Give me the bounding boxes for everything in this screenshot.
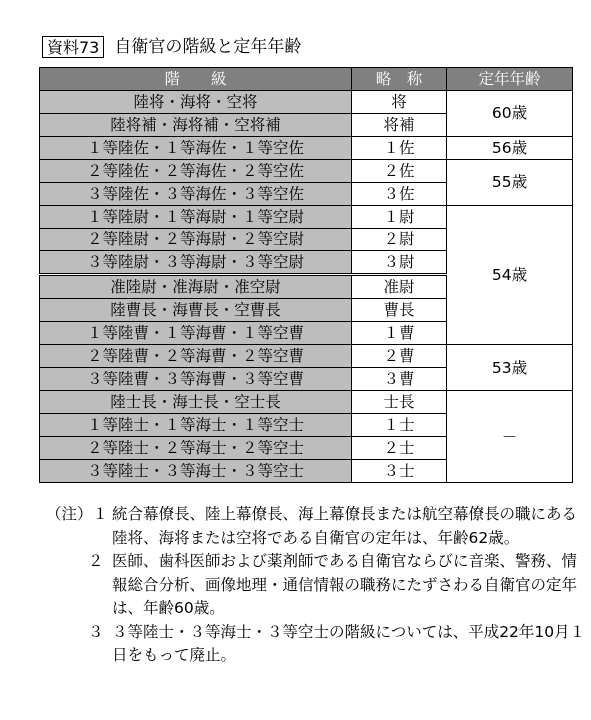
rank-cell: ２等陸士・２等海士・２等空士 <box>40 437 352 460</box>
header-abbreviation: 略 称 <box>352 68 447 91</box>
abbr-cell: ２佐 <box>352 159 447 182</box>
abbr-cell: １佐 <box>352 136 447 159</box>
header-rank: 階 級 <box>40 68 352 91</box>
rank-cell: ３等陸尉・３等海尉・３等空尉 <box>40 251 352 275</box>
rank-cell: 陸曹長・海曹長・空曹長 <box>40 299 352 322</box>
note-text: 医師、歯科医師および薬剤師である自衛官ならびに音楽、警務、情報総合分析、画像地理・通信情報の職務にたずさわる自衛官の定年は、年齢60歳。 <box>112 552 578 617</box>
header-retirement-age: 定年年齢 <box>447 68 573 91</box>
note-item <box>46 550 586 621</box>
note-item <box>46 621 586 668</box>
abbr-cell: ２尉 <box>352 228 447 251</box>
rank-cell: 陸将補・海将補・空将補 <box>40 113 352 136</box>
rank-cell: ３等陸士・３等海士・３等空士 <box>40 459 352 482</box>
rank-cell: １等陸曹・１等海曹・１等空曹 <box>40 322 352 345</box>
abbr-cell: 准尉 <box>352 275 447 299</box>
abbr-cell: １士 <box>352 414 447 437</box>
abbr-cell: ３佐 <box>352 182 447 205</box>
page-title: 自衛官の階級と定年年齢 <box>114 37 302 57</box>
table-row <box>40 205 573 228</box>
abbr-cell: ２曹 <box>352 345 447 368</box>
age-cell: 60歳 <box>447 91 573 137</box>
abbr-cell: ３尉 <box>352 251 447 275</box>
table-row <box>40 391 573 414</box>
table-row <box>40 159 573 182</box>
rank-cell: 陸将・海将・空将 <box>40 91 352 114</box>
table-row <box>40 91 573 114</box>
rank-cell: １等陸尉・１等海尉・１等空尉 <box>40 205 352 228</box>
rank-retirement-table <box>39 67 573 483</box>
abbr-cell: ３曹 <box>352 368 447 391</box>
abbr-cell: ３士 <box>352 459 447 482</box>
age-cell: 54歳 <box>447 205 573 345</box>
rank-cell: ２等陸曹・２等海曹・２等空曹 <box>40 345 352 368</box>
table-row <box>40 345 573 368</box>
rank-cell: ３等陸佐・３等海佐・３等空佐 <box>40 182 352 205</box>
rank-cell: １等陸士・１等海士・１等空士 <box>40 414 352 437</box>
rank-cell: １等陸佐・１等海佐・１等空佐 <box>40 136 352 159</box>
table-row <box>40 136 573 159</box>
abbr-cell: 曹長 <box>352 299 447 322</box>
abbr-cell: １曹 <box>352 322 447 345</box>
abbr-cell: 将補 <box>352 113 447 136</box>
age-cell: － <box>447 391 573 483</box>
notes-section <box>46 503 586 668</box>
age-cell: 55歳 <box>447 159 573 205</box>
note-text: 統合幕僚長、陸上幕僚長、海上幕僚長または航空幕僚長の職にある陸将、海将または空将である自衛官の定年は、年齢62歳。 <box>112 505 578 547</box>
note-marker: ２ <box>88 552 104 570</box>
table-header-row <box>40 68 573 91</box>
note-item <box>46 503 586 550</box>
material-number-badge: 資料73 <box>42 36 104 58</box>
note-marker: ３ <box>88 622 104 641</box>
rank-cell: 陸士長・海士長・空士長 <box>40 391 352 414</box>
abbr-cell: 士長 <box>352 391 447 414</box>
rank-cell: ２等陸尉・２等海尉・２等空尉 <box>40 228 352 251</box>
age-cell: 56歳 <box>447 136 573 159</box>
rank-cell: 准陸尉・准海尉・准空尉 <box>40 275 352 299</box>
abbr-cell: ２士 <box>352 437 447 460</box>
document-title <box>42 34 301 60</box>
rank-cell: ３等陸曹・３等海曹・３等空曹 <box>40 368 352 391</box>
note-marker: （注）１ <box>46 505 109 523</box>
abbr-cell: 将 <box>352 91 447 114</box>
note-text: ３等陸士・３等海士・３等空士の階級については、平成22年10月１日をもって廃止。 <box>112 622 586 664</box>
rank-table-container <box>39 67 572 483</box>
rank-cell: ２等陸佐・２等海佐・２等空佐 <box>40 159 352 182</box>
abbr-cell: １尉 <box>352 205 447 228</box>
age-cell: 53歳 <box>447 345 573 391</box>
